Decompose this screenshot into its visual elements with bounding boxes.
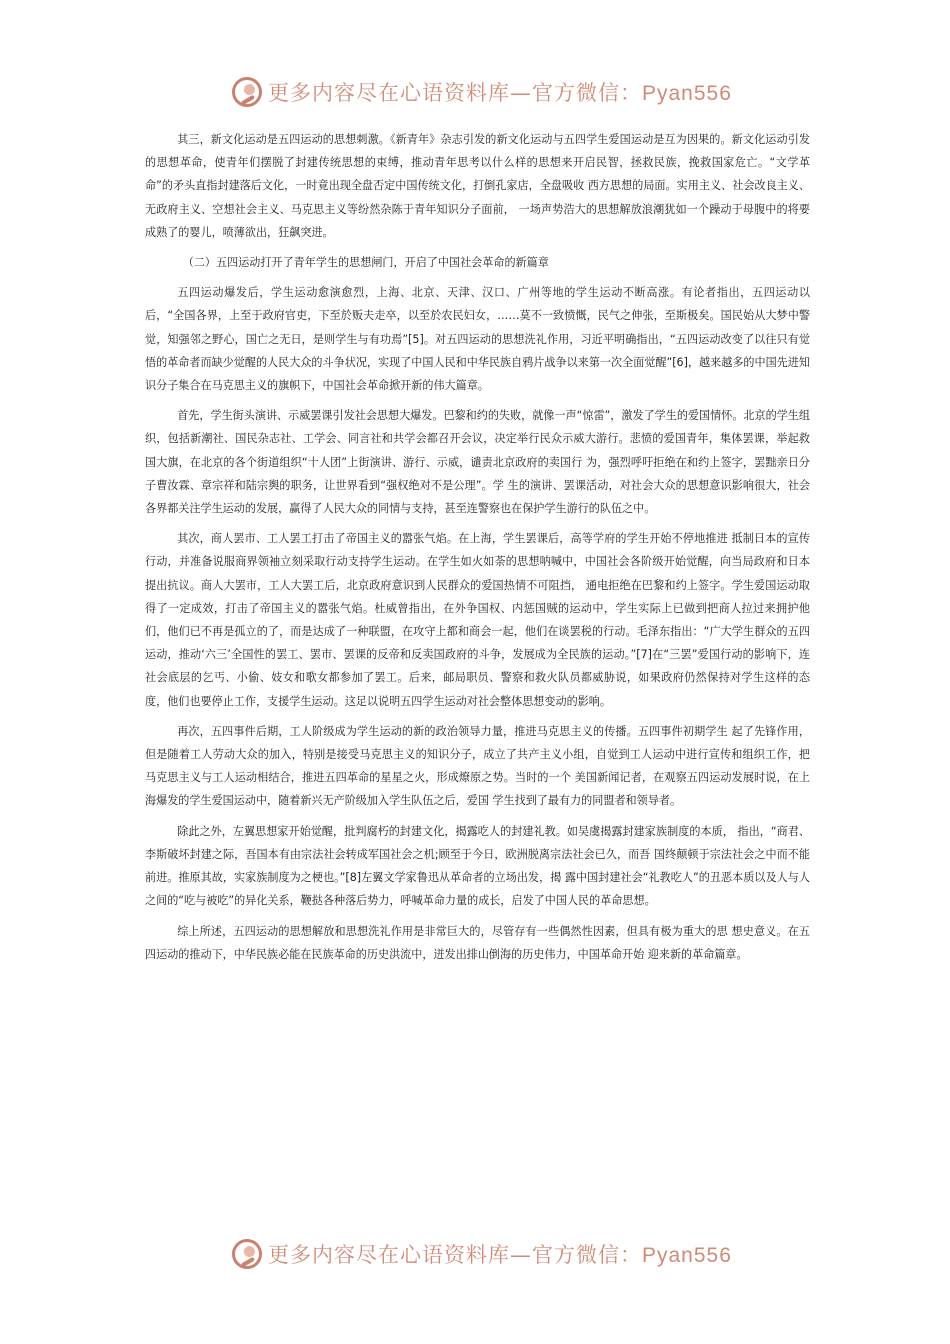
section-heading: （二）五四运动打开了青年学生的思想闸门，开启了中国社会革命的新篇章 bbox=[182, 256, 549, 270]
paragraph-6: 除此之外，左翼思想家开始觉醒，批判腐朽的封建文化，揭露吃人的封建礼教。如吴虞揭露封建家族制度的本质， 指出，“商君、李斯破坏封建之际，吾国本有由宗法社会转成军国社会之机;顾至于今日，欧洲脱离宗法社会已久，而吾 国终颠顿于宗法社会之中而不能前进。推原其故，实家族制度为之梗也。”[8]左翼文学家鲁迅从革命者的立场出发，揭 露中国封建社会“礼教吃人”的丑恶本质以及人与人之间的“吃与被吃”的异化关系，鞭挞各种落后势力，呼喊革命力量的成长，启发了中国人民的革命思想。 bbox=[145, 824, 810, 908]
heart-pen-logo-icon bbox=[232, 1239, 262, 1269]
banner-text bbox=[268, 1239, 732, 1269]
heart-pen-logo-icon bbox=[232, 77, 262, 107]
banner-text-en: Pyan556 bbox=[642, 1244, 732, 1267]
paragraph-5: 再次，五四事件后期，工人阶级成为学生运动的新的政治领导力量，推进马克思主义的传播。五四事件初期学生 起了先锋作用，但是随着工人劳动大众的加入，特别是接受马克思主义的知识分子，成立了共产主义小组，自觉到工人运动中进行宣传和组织工作，把马克思主义与工人运动相结合，推进五四革命的星星之火，形成燎原之势。当时的一个 美国新闻记者，在观察五四运动发展时说，在上海爆发的学生爱国运动中，随着新兴无产阶级加入学生队伍之后，爱国 学生找到了最有力的同盟者和领导者。 bbox=[145, 724, 810, 808]
paragraph-2: 五四运动爆发后，学生运动愈演愈烈，上海、北京、天津、汉口、广州等地的学生运动不断高涨。有论者指出，五四运动以后，“全国各界，上至于政府官吏，下至於贩夫走卒，以至於农民妇女，……莫不一致愤慨，民气之伸张，至斯极矣。国民始从大梦中警觉，知强邻之野心，国亡之无日，是则学生与有功焉”[5]。对五四运动的思想洗礼作用，习近平明确指出，“五四运动改变了以往只有觉悟的革命者而缺少觉醒的人民大众的斗争状况，实现了中国人民和中华民族自鸦片战争以来第一次全面觉醒”[6]，越来越多的中国先进知识分子集合在马克思主义的旗帜下，中国社会革命掀开新的伟大篇章。 bbox=[145, 286, 810, 393]
footer-banner bbox=[232, 1234, 752, 1274]
banner-text-en: Pyan556 bbox=[642, 82, 732, 105]
banner-text-cn: 更多内容尽在心语资料库—官方微信： bbox=[268, 81, 642, 105]
paragraph-4: 其次，商人罢市、工人罢工打击了帝国主义的嚣张气焰。在上海，学生罢课后，高等学府的学生开始不停地推进 抵制日本的宣传行动，并准备说服商界领袖立刻采取行动支持学生运动。在学生如火如荼的思想呐喊中，中国社会各阶级开始觉醒，向当局政府和日本提出抗议。商人大罢市，工人大罢工后，北京政府意识到人民群众的爱国热情不可阻挡， 通电拒绝在巴黎和约上签字。学生爱国运动取得了一定成效，打击了帝国主义的嚣张气焰。杜威曾指出，在外争国权、内惩国贼的运动中，学生实际上已做到把商人拉过来拥护他们，他们已不再是孤立的了，而是达成了一种联盟，在攻守上都和商会一起，他们在谈罢税的行动。毛泽东指出：“广大学生群众的五四运动，推动‘六三’全国性的罢工、罢市、罢课的反帝和反卖国政府的斗争，发展成为全民族的运动。”[7]在“三罢”爱国行动的影响下，连社会底层的乞丐、小偷、妓女和歌女都参加了罢工。后来，邮局职员、警察和救火队员都威胁说，如果政府仍然保持对学生这样的态度，他们也要停止工作，支援学生运动。这足以说明五四学生运动对社会整体思想变动的影响。 bbox=[145, 532, 810, 708]
header-banner bbox=[232, 72, 752, 112]
paragraph-7: 综上所述，五四运动的思想解放和思想洗礼作用是非常巨大的，尽管存有一些偶然性因素，但具有极为重大的思 想史意义。在五四运动的推动下，中华民族必能在民族革命的历史洪流中，迸发出排山倒海的历史伟力，中国革命开始 迎来新的革命篇章。 bbox=[145, 924, 810, 961]
paragraph-1: 其三，新文化运动是五四运动的思想刺激。《新青年》杂志引发的新文化运动与五四学生爱国运动是互为因果的。新文化运动引发的思想革命，使青年们摆脱了封建传统思想的束缚，推动青年思考以什么样的思想来开启民智，拯救民族，挽救国家危亡。“文学革命”的矛头直指封建落后文化，一时竟出现全盘否定中国传统文化，打倒孔家店，全盘吸收 西方思想的局面。实用主义、社会改良主义、无政府主义、空想社会主义、马克思主义等纷然杂陈于青年知识分子面前， 一场声势浩大的思想解放浪潮犹如一个躁动于母腹中的将要成熟了的婴儿，喷薄欲出，狂飙突进。 bbox=[145, 133, 810, 239]
banner-text bbox=[268, 77, 732, 107]
banner-text-cn: 更多内容尽在心语资料库—官方微信： bbox=[268, 1243, 642, 1267]
paragraph-3: 首先，学生街头演讲、示威罢课引发社会思想大爆发。巴黎和约的失败，就像一声“惊雷”，激发了学生的爱国情怀。北京的学生组织，包括新潮社、国民杂志社、工学会、同言社和共学会都召开会议，决定举行民众示威大游行。悲愤的爱国青年，集体罢课，举起救国大旗，在北京的各个街道组织“十人团”上街演讲、游行、示威，谴责北京政府的卖国行 为，强烈呼吁拒绝在和约上签字，罢黜亲日分子曹汝霖、章宗祥和陆宗舆的职务，让世界看到“强权绝对不是公理”。学 生的演讲、罢课活动，对社会大众的思想意识影响很大，社会各界都关注学生运动的发展，赢得了人民大众的同情与支持，甚至连警察也在保护学生游行的队伍之中。 bbox=[145, 409, 810, 516]
document-body bbox=[145, 128, 810, 973]
